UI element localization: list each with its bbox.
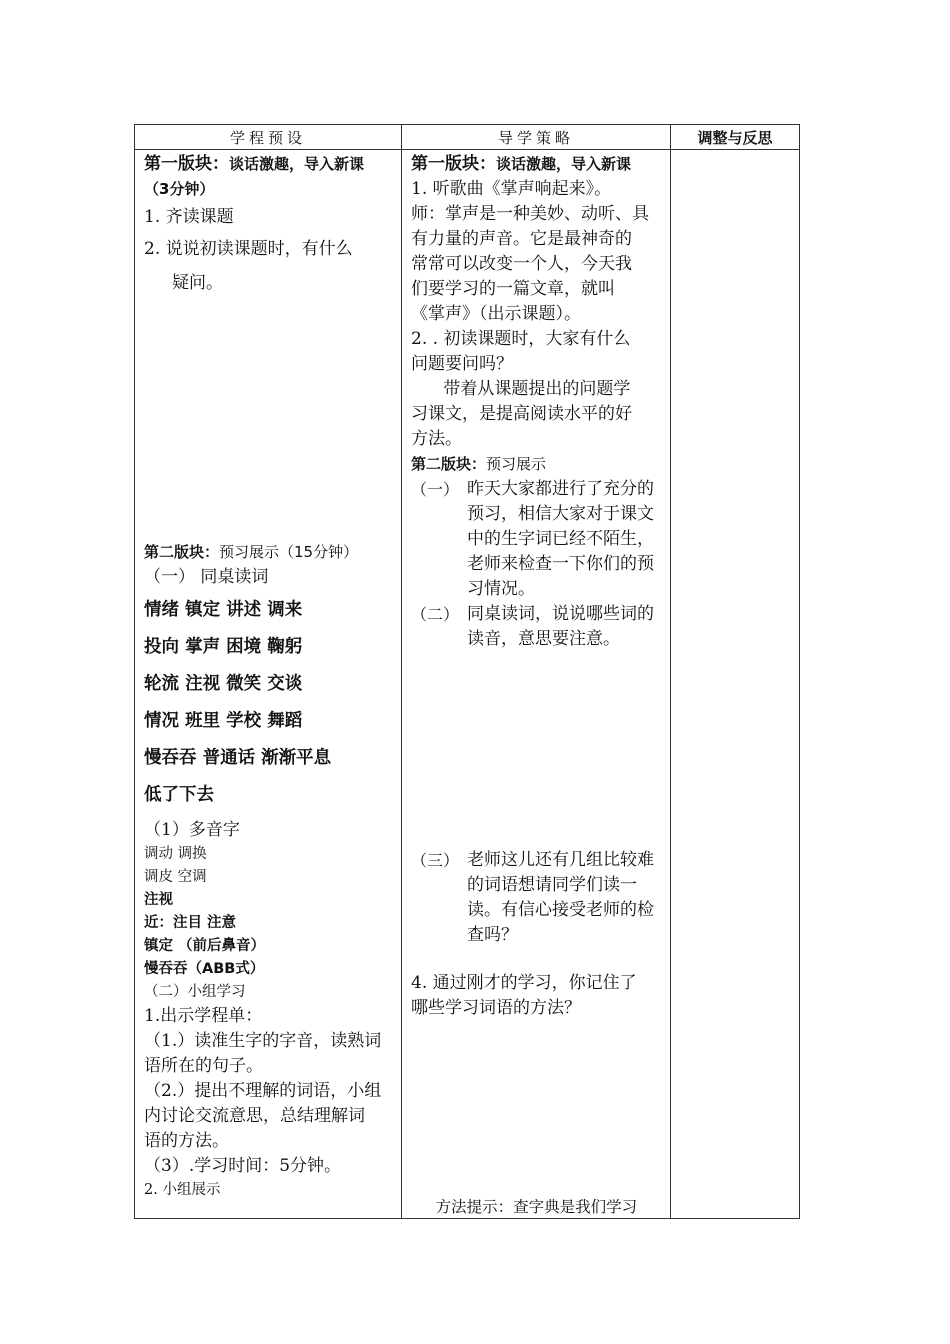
section1-title-right: 第一版块： [411, 154, 496, 174]
word-list [144, 592, 397, 814]
word-row: 慢吞吞 普通话 渐渐平息 [144, 748, 332, 768]
polyphonic-row2: 调皮 空调 [144, 869, 207, 885]
question-4-line2: 哪些学习词语的方法？ [411, 998, 581, 1018]
guide-line: 方法。 [411, 429, 462, 449]
guide-line: 有力量的声音。它是最神奇的 [411, 229, 632, 249]
guide-point-3-block [411, 848, 666, 1021]
word-row: 轮流 注视 微笑 交谈 [144, 674, 303, 694]
task2-line2: 内讨论交流意思，总结理解词 [144, 1106, 365, 1126]
section2-left [144, 540, 397, 590]
zhushi-word: 注视 [144, 892, 173, 908]
group-show: 2. 小组展示 [144, 1182, 221, 1198]
guide-line: 带着从课题提出的问题学 [411, 379, 631, 399]
task1-line2: 语所在的句子。 [144, 1056, 263, 1076]
guide-line: 问题要问吗？ [411, 354, 513, 374]
guide-line: 师：掌声是一种美妙、动听、具 [411, 204, 649, 224]
content-row [135, 150, 800, 1219]
section1-topic-right: 谈话激趣，导入新课 [496, 155, 632, 173]
section1-time: （3分钟） [144, 180, 215, 198]
task2-line1: （2.）提出不理解的词语，小组 [144, 1081, 382, 1101]
guide-line: 1. 听歌曲《掌声响起来》。 [411, 179, 612, 199]
section1-item2: 2. 说说初读课题时，有什么 [144, 239, 353, 259]
adjust-reflect-cell[interactable] [671, 150, 800, 1219]
method-tip [411, 1196, 666, 1219]
question-4-line1: 4. 通过刚才的学习，你记住了 [411, 973, 637, 993]
task1-line1: （1.）读准生字的字音，读熟词 [144, 1031, 382, 1051]
point-2-marker: （二） [411, 605, 460, 624]
polyphonic-title: （1）多音字 [144, 820, 240, 840]
point-3-marker: （三） [411, 851, 460, 870]
section2-title: 第二版块： [144, 543, 220, 561]
word-row: 情绪 镇定 讲述 调来 [144, 600, 303, 620]
polyphonic-row1: 调动 调换 [144, 846, 207, 862]
header-guide-strategy: 导学策略 [402, 125, 671, 150]
section2-topic: 预习展示（15分钟） [219, 543, 359, 561]
point-2-text: 同桌读词，说说哪些词的读音，意思要注意。 [467, 604, 654, 649]
section1-right [411, 152, 666, 652]
lesson-plan-table [134, 124, 800, 1219]
polyphonic-block [144, 818, 397, 1202]
near-words: 近：注目 注意 [144, 915, 237, 931]
point-1-marker: （一） [411, 480, 460, 499]
section1-item2-cont: 疑问。 [172, 273, 223, 293]
header-adjust-reflect: 调整与反思 [671, 125, 800, 150]
word-row: 低了下去 [144, 785, 214, 805]
method-tip-text: 方法提示：查字典是我们学习 [411, 1198, 638, 1216]
guide-line: 习课文，是提高阅读水平的好 [411, 404, 632, 424]
section2-sub2: （二）小组学习 [144, 984, 246, 1000]
word-row: 情况 班里 学校 舞蹈 [144, 711, 303, 731]
header-row [135, 125, 800, 150]
guide-point-3 [411, 848, 666, 948]
zhending-note: 镇定 （前后鼻音） [144, 938, 266, 954]
study-process-cell [135, 150, 402, 1219]
section2-topic-right: 预习展示 [486, 455, 547, 473]
section2-title-right: 第二版块： [411, 455, 487, 473]
task3: （3）.学习时间：5分钟。 [144, 1156, 342, 1176]
section2-sub1: （一） 同桌读词 [144, 567, 269, 587]
task-title: 1.出示学程单： [144, 1006, 263, 1026]
section1-topic: 谈话激趣，导入新课 [229, 155, 365, 173]
point-3-text: 老师这儿还有几组比较难的词语想请同学们读一读。有信心接受老师的检查吗？ [467, 850, 654, 945]
mantuntun-note: 慢吞吞（ABB式） [144, 961, 265, 977]
guide-strategy-cell [402, 150, 671, 1219]
word-row: 投向 掌声 困境 鞠躬 [144, 637, 303, 657]
guide-line: 《掌声》（出示课题）。 [411, 304, 581, 324]
guide-line: 常常可以改变一个人，今天我 [411, 254, 632, 274]
point-1-text: 昨天大家都进行了充分的预习，相信大家对于课文中的生字词已经不陌生，老师来检查一下你们的预习情况。 [467, 479, 654, 599]
guide-point-2 [411, 602, 666, 652]
task2-line3: 语的方法。 [144, 1131, 229, 1151]
section1-left [144, 152, 397, 300]
header-study-process: 学程预设 [135, 125, 402, 150]
guide-line: 们要学习的一篇文章，就叫 [411, 279, 615, 299]
guide-point-1 [411, 477, 666, 602]
guide-line: 2. . 初读课题时，大家有什么 [411, 329, 631, 349]
section1-item1: 1. 齐读课题 [144, 207, 234, 227]
section1-title: 第一版块： [144, 154, 229, 174]
